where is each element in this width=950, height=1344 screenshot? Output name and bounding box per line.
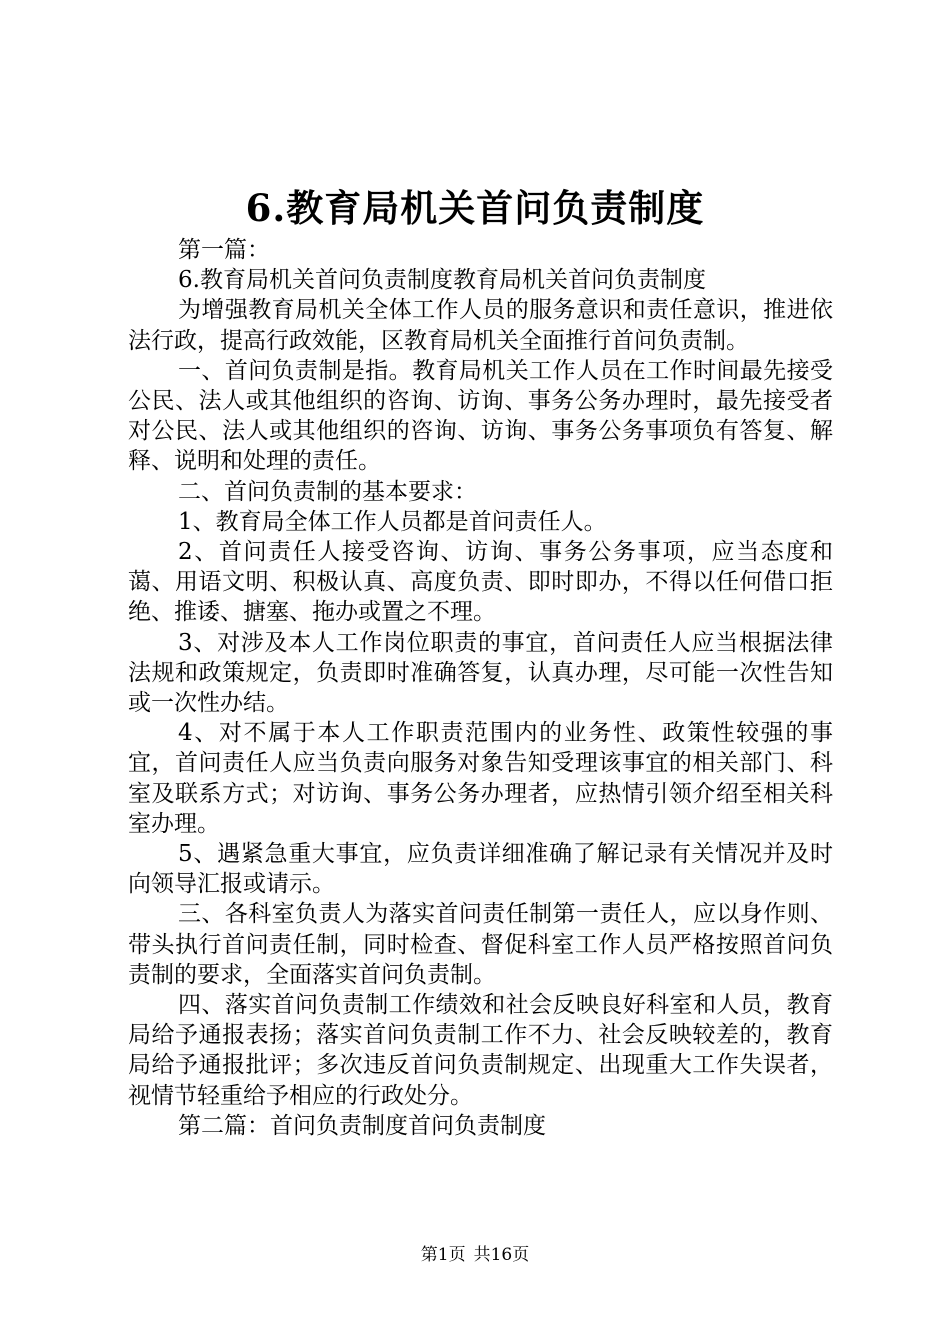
paragraph: 4、对不属于本人工作职责范围内的业务性、政策性较强的事宜，首问责任人应当负责向服务对象告知受理该事宜的相关部门、科室及联系方式；对访询、事务公务办理者，应热情引领介绍至相关科室办理。 <box>128 720 833 837</box>
paragraph: 1、教育局全体工作人员都是首问责任人。 <box>178 508 607 535</box>
document-body <box>128 235 833 1141</box>
page-total: 共16页 <box>473 1245 530 1265</box>
document-title: 6.教育局机关首问负责制度 <box>245 186 705 230</box>
paragraph: 一、首问负责制是指。教育局机关工作人员在工作时间最先接受公民、法人或其他组织的咨询、访询、事务公务办理时，最先接受者对公民、法人或其他组织的咨询、访询、事务公务事项负有答复、解释、说明和处理的责任。 <box>128 357 833 475</box>
paragraph: 6.教育局机关首问负责制度教育局机关首问负责制度 <box>178 267 706 294</box>
paragraph: 三、各科室负责人为落实首问责任制第一责任人，应以身作则、带头执行首问责任制，同时检查、督促科室工作人员严格按照首问负责制的要求，全面落实首问负责制。 <box>128 901 833 988</box>
paragraph: 2、首问责任人接受咨询、访询、事务公务事项，应当态度和蔼、用语文明、积极认真、高度负责、即时即办，不得以任何借口拒绝、推诿、搪塞、拖办或置之不理。 <box>128 539 833 626</box>
paragraph: 5、遇紧急重大事宜，应负责详细准确了解记录有关情况并及时向领导汇报或请示。 <box>128 841 833 898</box>
paragraph: 二、首问负责制的基本要求： <box>178 478 477 505</box>
paragraph: 第一篇： <box>178 237 270 263</box>
paragraph: 3、对涉及本人工作岗位职责的事宜，首问责任人应当根据法律法规和政策规定，负责即时准确答复，认真办理，尽可能一次性告知或一次性办结。 <box>128 629 833 717</box>
paragraph: 为增强教育局机关全体工作人员的服务意识和责任意识，推进依法行政，提高行政效能，区教育局机关全面推行首问负责制。 <box>128 297 833 354</box>
paragraph: 四、落实首问负责制工作绩效和社会反映良好科室和人员，教育局给予通报表扬；落实首问负责制工作不力、社会反映较差的，教育局给予通报批评；多次违反首问负责制规定、出现重大工作失误者，视情节轻重给予相应的行政处分。 <box>128 992 833 1109</box>
paragraph: 第二篇：首问负责制度首问负责制度 <box>178 1112 546 1139</box>
page-number: 第1页 <box>420 1245 466 1265</box>
page-footer <box>0 1244 950 1266</box>
